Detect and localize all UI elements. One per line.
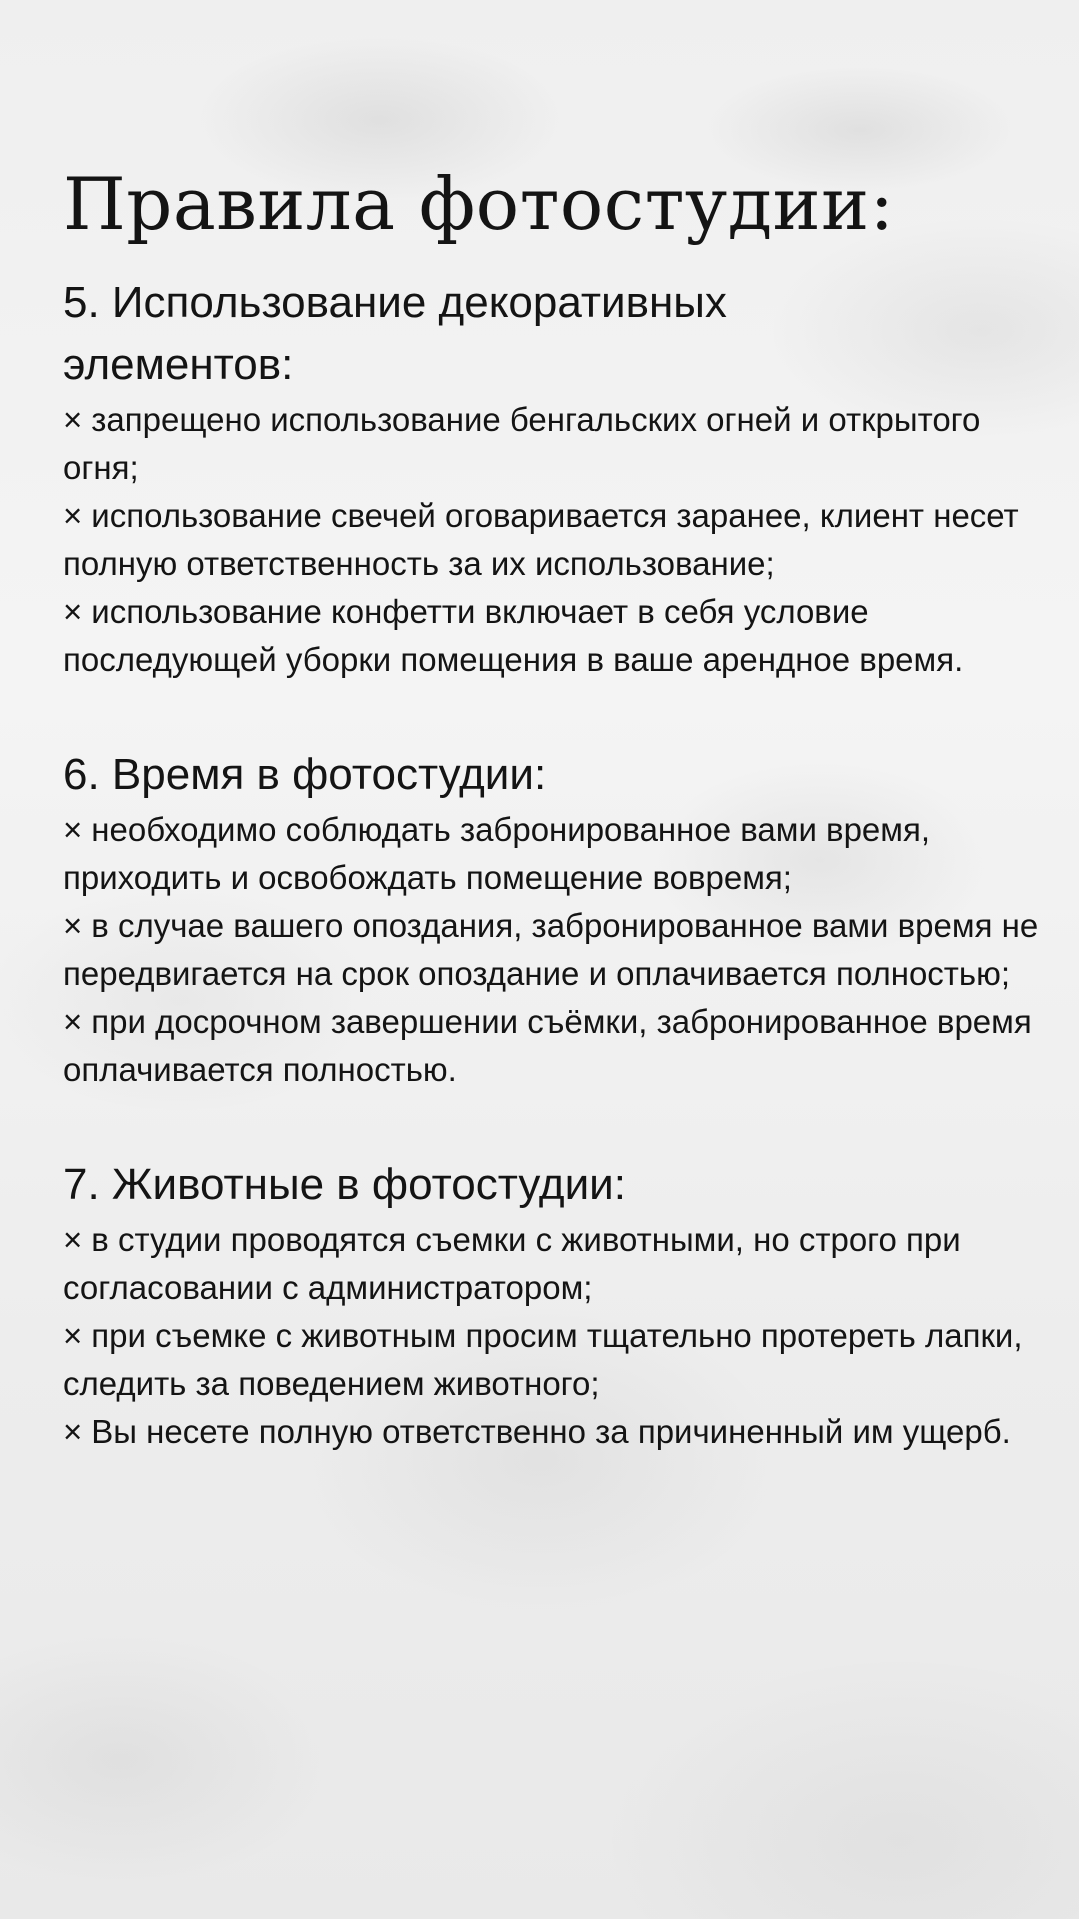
cross-bullet-icon: ×	[63, 1413, 83, 1450]
rule-item	[63, 1408, 1043, 1456]
section-heading: 5. Использование декоративных элементов:	[63, 278, 727, 389]
cross-bullet-icon: ×	[63, 1317, 83, 1354]
rule-text: в студии проводятся съемки с животными, но строго при согласовании с администратором;	[63, 1221, 961, 1306]
rule-item	[63, 1312, 1043, 1408]
rule-text: Вы несете полную ответственно за причиненный им ущерб.	[91, 1413, 1011, 1450]
section-heading: 7. Животные в фотостудии:	[63, 1160, 626, 1209]
cross-bullet-icon: ×	[63, 811, 83, 848]
rule-text: необходимо соблюдать забронированное вами время, приходить и освобождать помещение вовремя;	[63, 811, 931, 896]
cross-bullet-icon: ×	[63, 1003, 83, 1040]
rule-item	[63, 998, 1043, 1094]
rule-item	[63, 588, 1043, 684]
rule-text: запрещено использование бенгальских огней и открытого огня;	[63, 401, 981, 486]
cross-bullet-icon: ×	[63, 497, 83, 534]
section-decorative-elements	[63, 272, 1043, 684]
section-heading: 6. Время в фотостудии:	[63, 750, 547, 799]
cross-bullet-icon: ×	[63, 593, 83, 630]
rule-text: при съемке с животным просим тщательно протереть лапки, следить за поведением животного;	[63, 1317, 1023, 1402]
rule-text: использование свечей оговаривается заранее, клиент несет полную ответственность за их использование;	[63, 497, 1019, 582]
section-animals	[63, 1154, 1043, 1456]
cross-bullet-icon: ×	[63, 1221, 83, 1258]
section-studio-time	[63, 744, 1043, 1094]
rule-item	[63, 902, 1043, 998]
cross-bullet-icon: ×	[63, 401, 83, 438]
rule-item	[63, 1216, 1043, 1312]
rule-text: использование конфетти включает в себя условие последующей уборки помещения в ваше арендное время.	[63, 593, 964, 678]
page-title: Правила фотостудии:	[63, 162, 895, 246]
rule-item	[63, 396, 1043, 492]
rule-item	[63, 492, 1043, 588]
cross-bullet-icon: ×	[63, 907, 83, 944]
rules-document	[63, 160, 1043, 1456]
rule-item	[63, 806, 1043, 902]
rule-text: в случае вашего опоздания, забронированное вами время не передвигается на срок опоздание и оплачивается полностью;	[63, 907, 1039, 992]
rule-text: при досрочном завершении съёмки, забронированное время оплачивается полностью.	[63, 1003, 1032, 1088]
